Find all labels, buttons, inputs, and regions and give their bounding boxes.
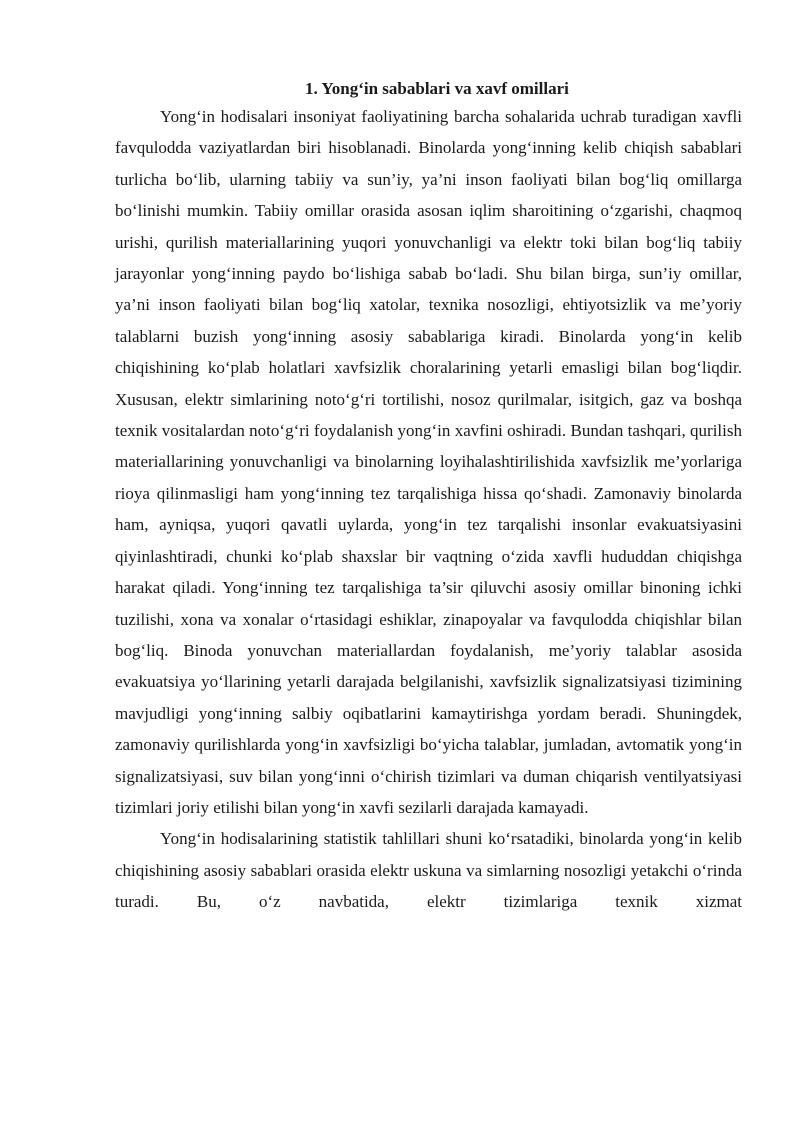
paragraph-causes: Yong‘in hodisalari insoniyat faoliyatining barcha sohalarida uchrab turadigan xavfli favqulodda vaziyatlardan biri hisoblanadi. Binolarda yong‘inning kelib chiqish sabablari turlicha bo‘lib, ularning tabiiy va sun’iy, ya’ni inson faoliyati bilan bog‘liq omillarga bo‘linishi mumkin. Tabiiy omillar orasida asosan iqlim sharoitining o‘zgarishi, chaqmoq urishi, qurilish materiallarining yuqori yonuvchanligi va elektr toki bilan bog‘liq tabiiy jarayonlar yong‘inning paydo bo‘lishiga sabab bo‘ladi. Shu bilan birga, sun’iy omillar, ya’ni inson faoliyati bilan bog‘liq xatolar, texnika nosozligi, ehtiyotsizlik va me’yoriy talablarni buzish yong‘inning asosiy sabablariga kiradi. Binolarda yong‘in kelib chiqishining ko‘plab holatlari xavfsizlik choralarining yetarli emasligi bilan bog‘liqdir. Xususan, elektr simlarining noto‘g‘ri tortilishi, nosoz qurilmalar, isitgich, gaz va boshqa texnik vositalardan noto‘g‘ri foydalanish yong‘in xavfini oshiradi. Bundan tashqari, qurilish materiallarining yonuvchanligi va binolarning loyihalashtirilishida xavfsizlik me’yorlariga rioya qilinmasligi ham yong‘inning tez tarqalishiga hissa qo‘shadi. Zamonaviy binolarda ham, ayniqsa, yuqori qavatli uylarda, yong‘in tez tarqalishi insonlar evakuatsiyasini qiyinlashtiradi, chunki ko‘plab shaxslar bir vaqtning o‘zida xavfli hududdan chiqishga harakat qiladi. Yong‘inning tez tarqalishiga ta’sir qiluvchi asosiy omillar binoning ichki tuzilishi, xona va xonalar o‘rtasidagi eshiklar, zinapoyalar va favqulodda chiqishlar bilan bog‘liq. Binoda yonuvchan materiallardan foydalanish, me’yoriy talablar asosida evakuatsiya yo‘llarining yetarli darajada belgilanishi, xavfsizlik signalizatsiyasi tizimining mavjudligi yong‘inning salbiy oqibatlarini kamaytirishga yordam beradi. Shuningdek, zamonaviy qurilishlarda yong‘in xavfsizligi bo‘yicha talablar, jumladan, avtomatik yong‘in signalizatsiyasi, suv bilan yong‘inni o‘chirish tizimlari va duman chiqarish ventilyatsiyasi tizimlari joriy etilishi bilan yong‘in xavfi sezilarli darajada kamayadi. [115,107,742,817]
paragraph-statistics: Yong‘in hodisalarining statistik tahlillari shuni ko‘rsatadiki, binolarda yong‘in kelib chiqishining asosiy sabablari orasida elektr uskuna va simlarning nosozligi yetakchi o‘rinda turadi. Bu, o‘z navbatida, elektr tizimlariga texnik xizmat [115,829,742,912]
document-body [115,76,742,918]
section-heading: 1. Yong‘in sabablari va xavf omillari [305,79,569,98]
